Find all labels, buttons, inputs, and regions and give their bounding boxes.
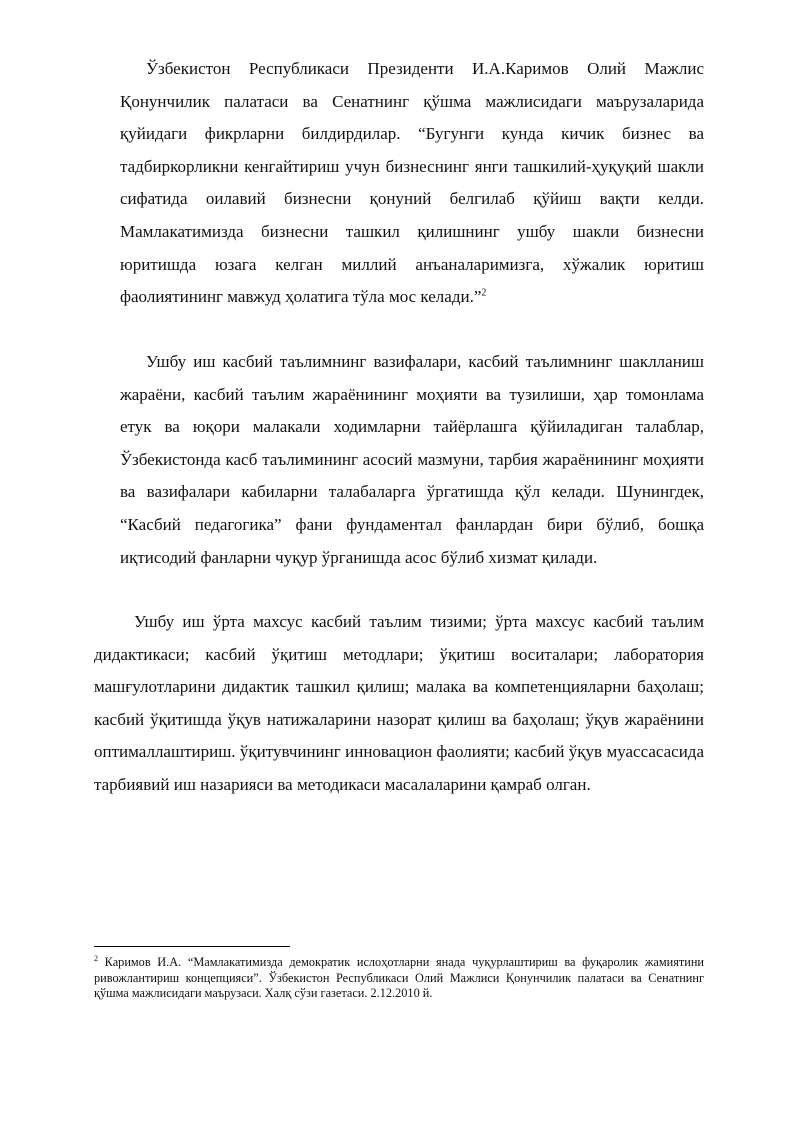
paragraph-text: Ўзбекистон Республикаси Президенти И.А.Каримов Олий Мажлис Қонунчилик палатаси ва Сенатнинг қўшма мажлисидаги маърузаларида қуйидаги фикрларни билдирдилар. “Бугунги кунда кичик бизнес ва тадбиркорликни кенгайтириш учун бизнеснинг янги ташкилий-ҳуқуқий шакли сифатида оилавий бизнесни қонуний белгилаб қўйиш вақти келди. Мамлакатимизда бизнесни ташкил қилишнинг ушбу шакли бизнесни юритишда юзага келган миллий анъаналаримизга, хўжалик юритиш фаолиятининг мавжуд ҳолатига тўла мос келади.” (120, 59, 704, 307)
footnote-reference[interactable]: 2 (481, 287, 487, 299)
paragraph-text: Ушбу иш ўрта махсус касбий таълим тизими; ўрта махсус касбий таълим дидактикаси; касбий ўқитиш методлари; ўқитиш воситалари; лаборатория машғулотларини дидактик ташкил қилиш; малака ва компетенцияларни баҳолаш; касбий ўқитишда ўқув натижаларини назорат қилиш ва баҳолаш; ўқув жараёнини оптималлаштириш. ўқитувчининг инновацион фаолияти; касбий ўқув муассасасида тарбиявий иш назарияси ва методикаси масалаларини қамраб олган. (94, 612, 704, 794)
footnote-text: Каримов И.А. “Мамлакатимизда демократик ислоҳотларни янада чуқурлаштириш ва фуқаролик жамиятини ривожлантириш концепцияси”. Ўзбекистон Республикаси Олий Мажлиси Қонунчилик палатаси ва Сенатнинг қўшма мажлисидаги маърузаси. Халқ сўзи газетаси. 2.12.2010 й. (94, 955, 704, 1000)
footnote (94, 955, 704, 1002)
paragraph-course-scope (94, 606, 704, 802)
footnote-number: 2 (94, 953, 98, 963)
paragraph-course-purpose (120, 346, 704, 574)
paragraph-text: Ушбу иш касбий таълимнинг вазифалари, касбий таълимнинг шаклланиш жараёни, касбий таълим жараёнининг моҳияти ва тузилиши, ҳар томонлама етук ва юқори малакали ходимларни тайёрлашга қўйиладиган талаблар, Ўзбекистонда касб таълимининг асосий мазмуни, тарбия жараёнининг моҳияти ва вазифалари кабиларни талабаларга ўргатишда қўл келади. Шунингдек, “Касбий педагогика” фани фундаментал фанлардан бири бўлиб, бошқа иқтисодий фанларни чуқур ўрганишда асос бўлиб хизмат қилади. (120, 352, 704, 567)
footnote-separator (94, 946, 290, 947)
paragraph-president-quote (120, 53, 704, 314)
